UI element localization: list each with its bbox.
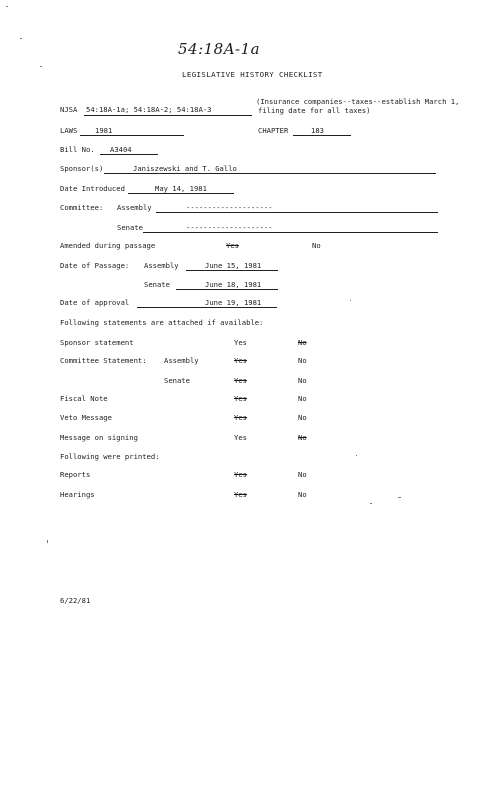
sponsor-statement-yes: Yes [234, 338, 247, 347]
hearings-yes: Yes [234, 490, 247, 499]
committee-assembly-value: -------------------- [186, 203, 273, 212]
handwritten-code: 54:18A-1a [178, 40, 261, 58]
hearings-no: No [298, 490, 307, 499]
scan-speck [350, 300, 351, 301]
veto-label: Veto Message [60, 413, 112, 422]
introduced-underline [128, 193, 234, 194]
scan-speck [47, 540, 48, 543]
sponsor-underline [104, 173, 436, 174]
veto-no: No [298, 413, 307, 422]
signing-label: Message on signing [60, 433, 138, 442]
committee-statement-assembly-yes: Yes [234, 356, 247, 365]
bill-value: A3404 [110, 145, 132, 154]
amended-no: No [312, 241, 321, 250]
scan-speck [20, 38, 22, 39]
scan-speck [370, 503, 372, 504]
passage-assembly-underline [186, 270, 278, 271]
sponsor-label: Sponsor(s) [60, 164, 104, 173]
laws-underline [80, 135, 184, 136]
sponsor-value: Janiszewski and T. Gallo [133, 164, 237, 173]
sponsor-statement-label: Sponsor statement [60, 338, 134, 347]
scan-speck [398, 497, 401, 498]
passage-senate-label: Senate [144, 280, 170, 289]
committee-assembly-underline [156, 212, 438, 213]
fiscal-note-yes: Yes [234, 394, 247, 403]
fiscal-note-label: Fiscal Note [60, 394, 108, 403]
subject-line-1: (Insurance companies--taxes--establish March 1, [256, 97, 460, 106]
bill-label: Bill No. [60, 145, 95, 154]
reports-no: No [298, 470, 307, 479]
committee-statement-senate-no: No [298, 376, 307, 385]
approval-underline [137, 307, 277, 308]
approval-value: June 19, 1981 [205, 298, 262, 307]
committee-assembly-label: Assembly [117, 203, 152, 212]
passage-assembly-label: Assembly [144, 261, 179, 270]
chapter-label: CHAPTER [258, 126, 289, 135]
introduced-label: Date Introduced [60, 184, 125, 193]
committee-label: Committee: [60, 203, 104, 212]
committee-statement-senate-yes: Yes [234, 376, 247, 385]
njsa-value: 54:18A-1a; 54:18A-2; 54:18A-3 [86, 105, 212, 114]
sponsor-statement-no: No [298, 338, 307, 347]
page-title: LEGISLATIVE HISTORY CHECKLIST [182, 70, 323, 79]
amended-label: Amended during passage [60, 241, 156, 250]
passage-senate-underline [176, 289, 278, 290]
printed-heading: Following were printed: [60, 452, 160, 461]
attached-heading: Following statements are attached if available: [60, 318, 264, 327]
scan-speck [6, 6, 8, 7]
chapter-value: 183 [311, 126, 324, 135]
bill-underline [100, 154, 158, 155]
approval-label: Date of approval [60, 298, 130, 307]
fiscal-note-no: No [298, 394, 307, 403]
passage-assembly-value: June 15, 1981 [205, 261, 262, 270]
footer-date: 6/22/81 [60, 596, 91, 605]
scan-speck [356, 455, 357, 456]
chapter-underline [293, 135, 351, 136]
committee-statement-assembly-no: No [298, 356, 307, 365]
committee-senate-label: Senate [117, 223, 143, 232]
passage-senate-value: June 18, 1981 [205, 280, 262, 289]
njsa-underline [84, 115, 252, 116]
hearings-label: Hearings [60, 490, 95, 499]
committee-statement-label: Committee Statement: [60, 356, 147, 365]
veto-yes: Yes [234, 413, 247, 422]
introduced-value: May 14, 1981 [155, 184, 207, 193]
scan-speck [40, 66, 42, 67]
reports-yes: Yes [234, 470, 247, 479]
committee-senate-underline [143, 232, 438, 233]
laws-value: 1981 [95, 126, 113, 135]
subject-line-2: filing date for all taxes) [258, 106, 371, 115]
njsa-label: NJSA [60, 105, 78, 114]
committee-senate-value: -------------------- [186, 223, 273, 232]
signing-yes: Yes [234, 433, 247, 442]
laws-label: LAWS [60, 126, 78, 135]
committee-statement-senate-label: Senate [164, 376, 190, 385]
amended-yes: Yes [226, 241, 239, 250]
reports-label: Reports [60, 470, 91, 479]
signing-no: No [298, 433, 307, 442]
committee-statement-assembly-label: Assembly [164, 356, 199, 365]
passage-label: Date of Passage: [60, 261, 130, 270]
